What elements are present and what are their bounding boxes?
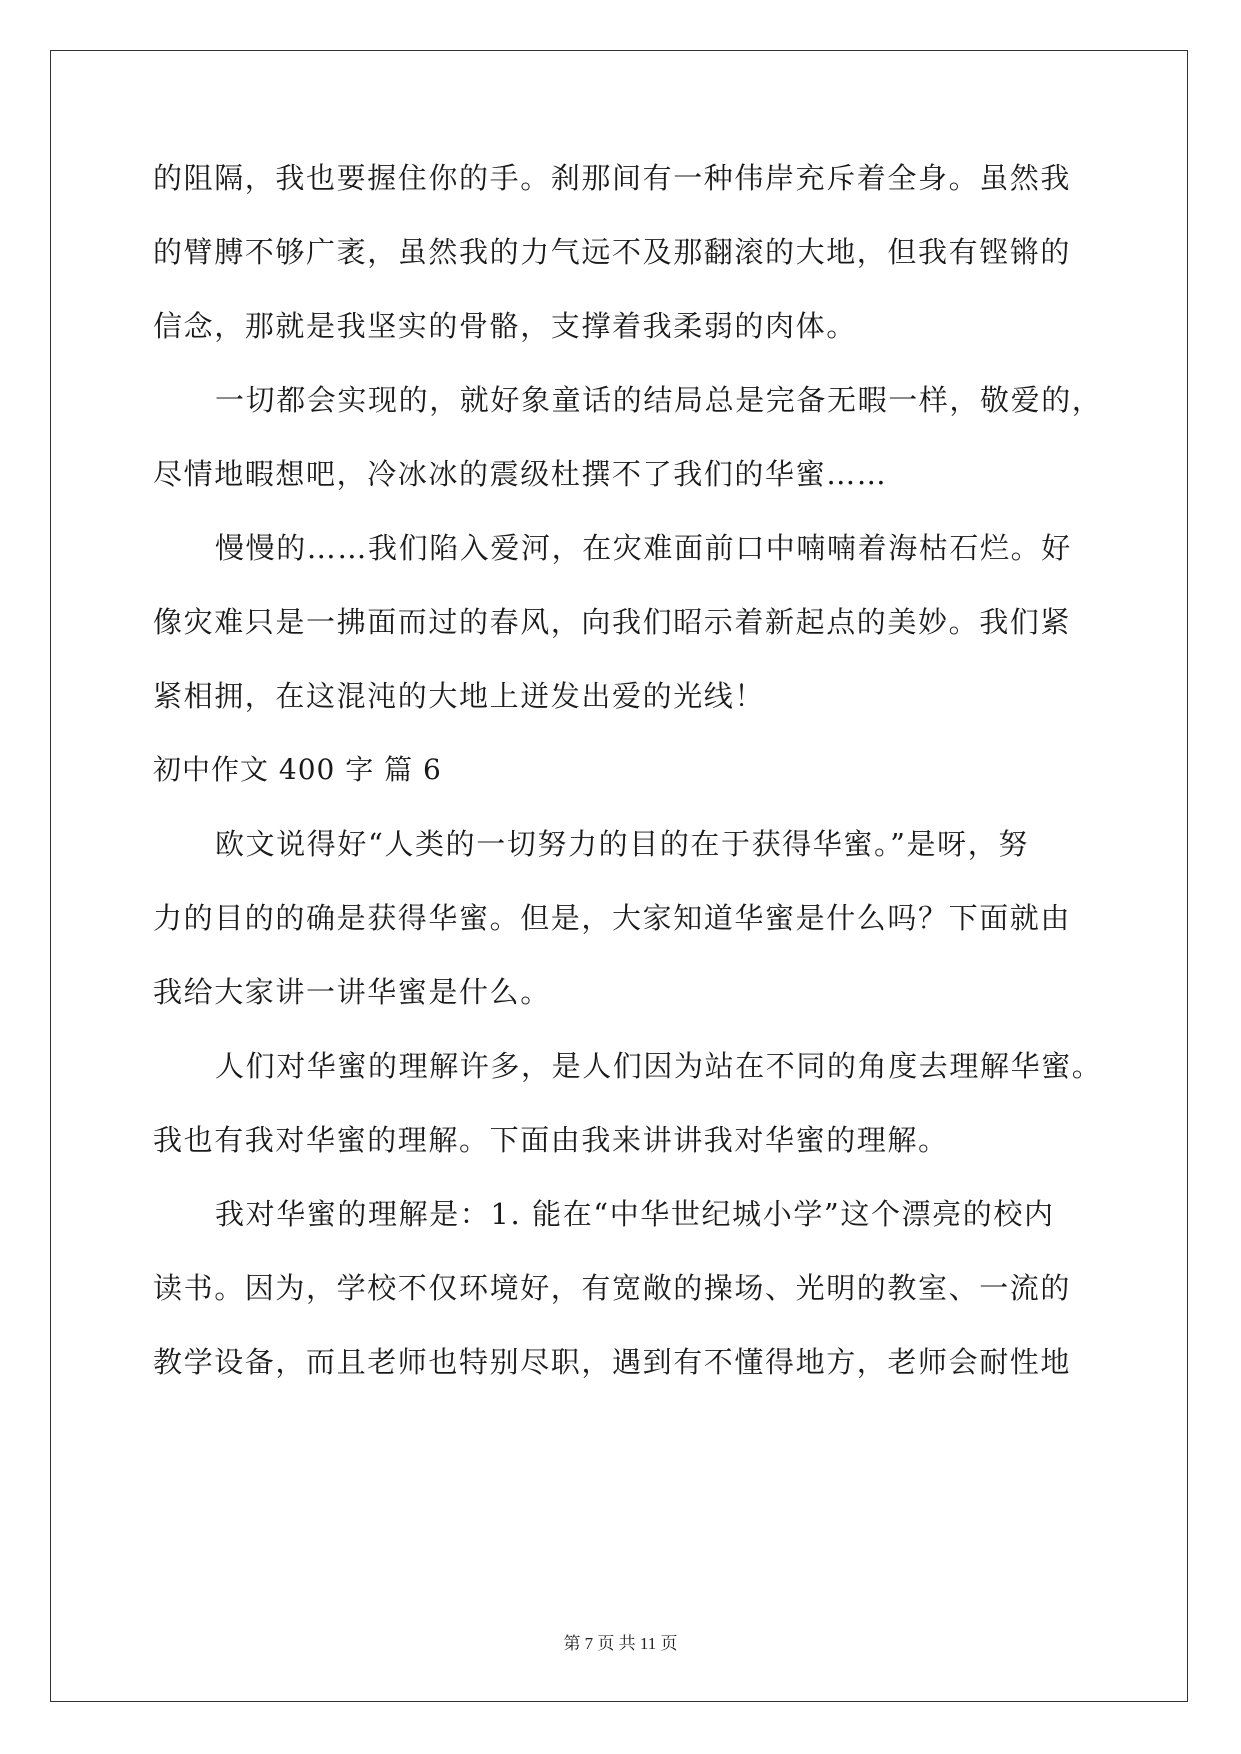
text-line: 紧相拥，在这混沌的大地上迸发出爱的光线！ [153, 679, 766, 713]
page-number: 第 7 页 共 11 页 [563, 1634, 678, 1653]
text-line: 像灾难只是一拂面而过的春风，向我们昭示着新起点的美妙。我们紧 [153, 605, 1072, 639]
text-line: 我也有我对华蜜的理解。下面由我来讲讲我对华蜜的理解。 [153, 1123, 949, 1157]
text-line: 尽情地暇想吧，冷冰冰的震级杜撰不了我们的华蜜…… [153, 457, 888, 491]
text-line: 慢慢的……我们陷入爱河，在灾难面前口中喃喃着海枯石烂。好 [215, 531, 1072, 565]
text-line: 的阻隔，我也要握住你的手。刹那间有一种伟岸充斥着全身。虽然我 [153, 161, 1072, 195]
page-border [50, 50, 1188, 1702]
text-line: 的臂膊不够广袤，虽然我的力气远不及那翻滚的大地，但我有铿锵的 [153, 235, 1072, 269]
text-line: 教学设备，而且老师也特别尽职，遇到有不懂得地方，老师会耐性地 [153, 1345, 1072, 1379]
text-line: 欧文说得好“人类的一切努力的目的在于获得华蜜。”是呀，努 [215, 827, 1029, 861]
text-line: 读书。因为，学校不仅环境好，有宽敞的操场、光明的教室、一流的 [153, 1271, 1072, 1305]
text-line: 力的目的的确是获得华蜜。但是，大家知道华蜜是什么吗？下面就由 [153, 901, 1072, 935]
section-heading: 初中作文 400 字 篇 6 [153, 753, 442, 786]
text-line: 人们对华蜜的理解许多，是人们因为站在不同的角度去理解华蜜。 [215, 1049, 1103, 1083]
text-line: 我给大家讲一讲华蜜是什么。 [153, 975, 551, 1009]
text-line: 一切都会实现的，就好象童话的结局总是完备无暇一样，敬爱的， [215, 383, 1103, 417]
text-line: 我对华蜜的理解是：1. 能在“中华世纪城小学”这个漂亮的校内 [215, 1197, 1055, 1231]
text-line: 信念，那就是我坚实的骨骼，支撑着我柔弱的肉体。 [153, 309, 857, 343]
